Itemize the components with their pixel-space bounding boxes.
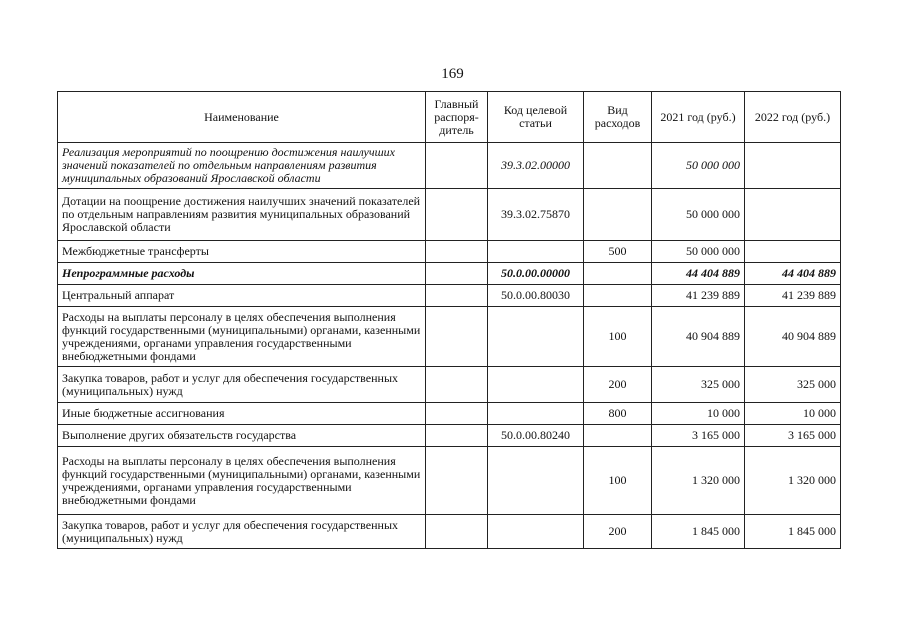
cell-2021: 50 000 000	[652, 241, 745, 263]
table-row	[58, 403, 841, 425]
cell-2021: 50 000 000	[652, 189, 745, 241]
table-row	[58, 241, 841, 263]
cell-type	[584, 189, 652, 241]
table-row	[58, 515, 841, 549]
cell-type: 100	[584, 447, 652, 515]
cell-name: Дотации на поощрение достижения наилучших значений показателей по отдельным направлениям развития муниципальных образований Ярославской области	[58, 189, 426, 241]
cell-code: 50.0.00.00000	[488, 263, 584, 285]
cell-type: 200	[584, 367, 652, 403]
cell-type: 200	[584, 515, 652, 549]
cell-code	[488, 241, 584, 263]
header-type: Вид расходов	[584, 92, 652, 143]
header-name: Наименование	[58, 92, 426, 143]
cell-type: 800	[584, 403, 652, 425]
cell-2021: 41 239 889	[652, 285, 745, 307]
cell-type: 500	[584, 241, 652, 263]
cell-code: 39.3.02.75870	[488, 189, 584, 241]
cell-manager	[426, 285, 488, 307]
cell-type: 100	[584, 307, 652, 367]
header-code: Код целевой статьи	[488, 92, 584, 143]
cell-code	[488, 307, 584, 367]
cell-name: Иные бюджетные ассигнования	[58, 403, 426, 425]
table-header-row	[58, 92, 841, 143]
cell-manager	[426, 403, 488, 425]
cell-2021: 40 904 889	[652, 307, 745, 367]
cell-manager	[426, 143, 488, 189]
header-2021: 2021 год (руб.)	[652, 92, 745, 143]
cell-code	[488, 367, 584, 403]
page-number: 169	[441, 66, 464, 82]
cell-code	[488, 515, 584, 549]
table-row	[58, 263, 841, 285]
cell-2021: 3 165 000	[652, 425, 745, 447]
cell-name: Непрограммные расходы	[58, 263, 426, 285]
cell-code: 39.3.02.00000	[488, 143, 584, 189]
cell-name: Закупка товаров, работ и услуг для обеспечения государственных (муниципальных) нужд	[58, 367, 426, 403]
cell-2021: 10 000	[652, 403, 745, 425]
cell-type	[584, 285, 652, 307]
cell-type	[584, 143, 652, 189]
cell-2021: 1 845 000	[652, 515, 745, 549]
table-row	[58, 447, 841, 515]
cell-2022: 325 000	[745, 367, 841, 403]
cell-manager	[426, 189, 488, 241]
cell-2022: 40 904 889	[745, 307, 841, 367]
cell-2022: 3 165 000	[745, 425, 841, 447]
cell-2022	[745, 241, 841, 263]
cell-name: Центральный аппарат	[58, 285, 426, 307]
table-row	[58, 307, 841, 367]
table-row	[58, 285, 841, 307]
cell-2022	[745, 189, 841, 241]
cell-2021: 44 404 889	[652, 263, 745, 285]
cell-manager	[426, 515, 488, 549]
table-row	[58, 367, 841, 403]
cell-2022: 44 404 889	[745, 263, 841, 285]
cell-manager	[426, 447, 488, 515]
cell-type	[584, 425, 652, 447]
cell-2022: 1 845 000	[745, 515, 841, 549]
cell-manager	[426, 367, 488, 403]
header-2022: 2022 год (руб.)	[745, 92, 841, 143]
cell-code	[488, 403, 584, 425]
cell-manager	[426, 263, 488, 285]
header-manager: Главный распоря-дитель	[426, 92, 488, 143]
cell-2022: 1 320 000	[745, 447, 841, 515]
cell-name: Расходы на выплаты персоналу в целях обеспечения выполнения функций государственными (муниципальными) органами, казенными учреждениями, органами управления государственными внебюджетными фондами	[58, 307, 426, 367]
cell-type	[584, 263, 652, 285]
table-row	[58, 425, 841, 447]
cell-2021: 50 000 000	[652, 143, 745, 189]
cell-name: Межбюджетные трансферты	[58, 241, 426, 263]
budget-table	[57, 91, 841, 549]
table-row	[58, 189, 841, 241]
cell-manager	[426, 425, 488, 447]
cell-manager	[426, 307, 488, 367]
cell-2021: 1 320 000	[652, 447, 745, 515]
cell-code	[488, 447, 584, 515]
cell-2022	[745, 143, 841, 189]
cell-manager	[426, 241, 488, 263]
cell-name: Расходы на выплаты персоналу в целях обеспечения выполнения функций государственными (муниципальными) органами, казенными учреждениями, органами управления государственными внебюджетными фондами	[58, 447, 426, 515]
cell-code: 50.0.00.80030	[488, 285, 584, 307]
table-row	[58, 143, 841, 189]
cell-2022: 10 000	[745, 403, 841, 425]
cell-code: 50.0.00.80240	[488, 425, 584, 447]
cell-name: Реализация мероприятий по поощрению достижения наилучших значений показателей по отдельным направлениям развития муниципальных образований Ярославской области	[58, 143, 426, 189]
cell-name: Закупка товаров, работ и услуг для обеспечения государственных (муниципальных) нужд	[58, 515, 426, 549]
cell-2022: 41 239 889	[745, 285, 841, 307]
cell-name: Выполнение других обязательств государства	[58, 425, 426, 447]
cell-2021: 325 000	[652, 367, 745, 403]
